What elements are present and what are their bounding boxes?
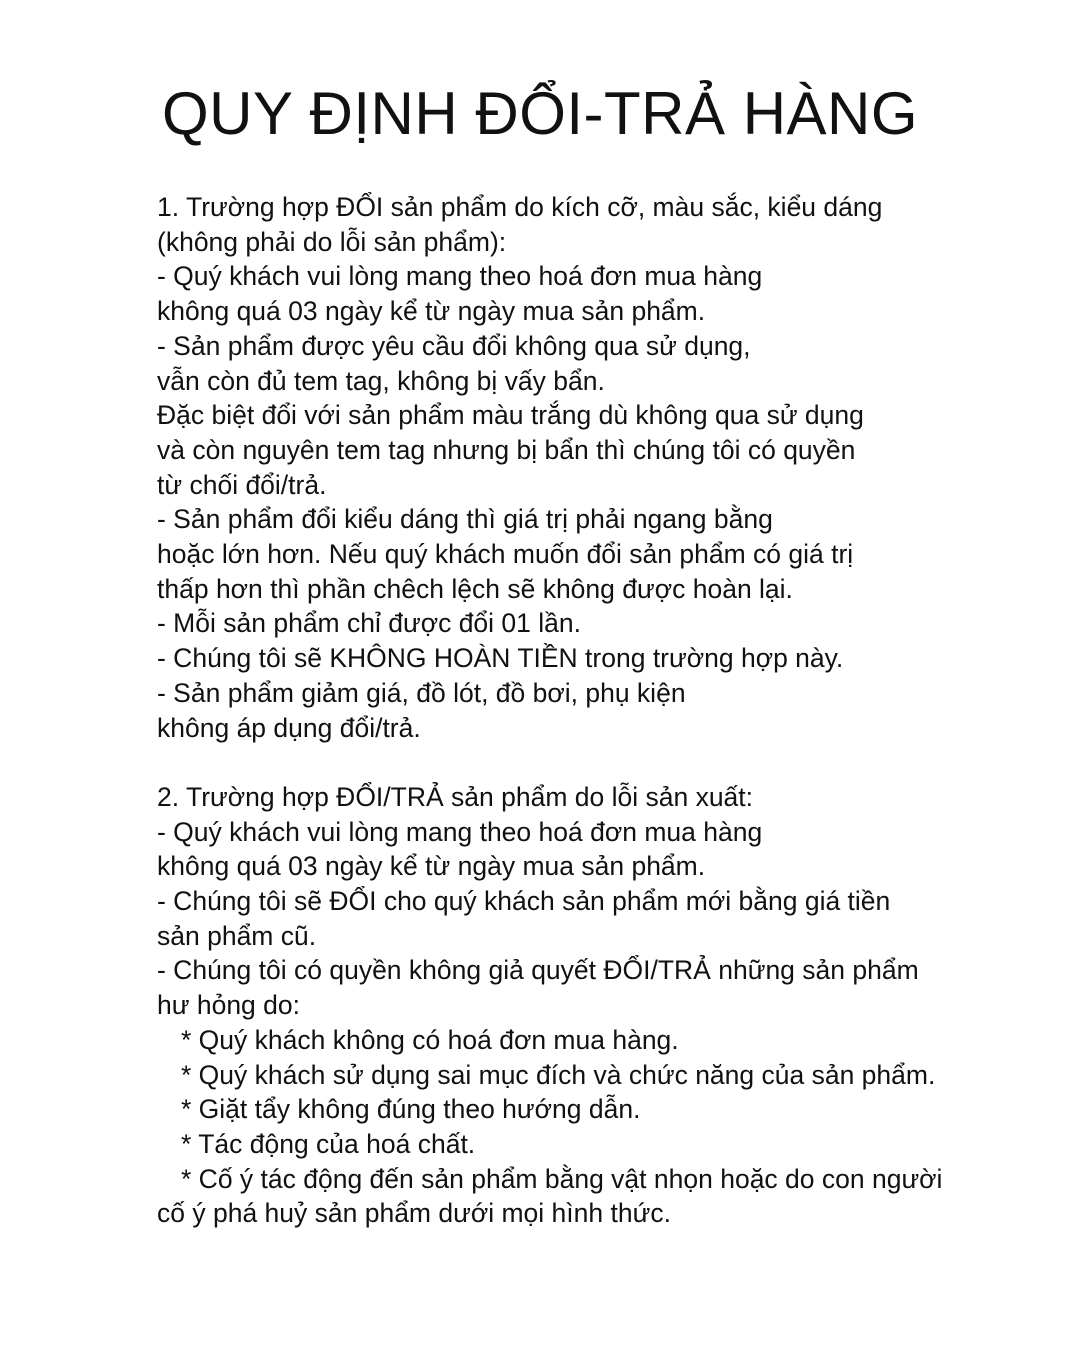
section-2-line: - Chúng tôi sẽ ĐỔI cho quý khách sản phẩm mới bằng giá tiền	[157, 886, 891, 917]
section-2-line: không quá 03 ngày kể từ ngày mua sản phẩm.	[157, 851, 706, 882]
section-1-line: - Chúng tôi sẽ KHÔNG HOÀN TIỀN trong trường hợp này.	[157, 643, 844, 674]
section-1-line: - Mỗi sản phẩm chỉ được đổi 01 lần.	[157, 608, 581, 639]
section-1-line: thấp hơn thì phần chêch lệch sẽ không được hoàn lại.	[157, 573, 793, 604]
section-spacer	[157, 745, 1037, 780]
section-1-line: - Sản phẩm đổi kiểu dáng thì giá trị phải ngang bằng	[157, 504, 773, 535]
section-1-line: - Quý khách vui lòng mang theo hoá đơn mua hàng	[157, 261, 763, 292]
section-1-heading: 1. Trường hợp ĐỔI sản phẩm do kích cỡ, màu sắc, kiểu dáng	[157, 192, 883, 222]
section-1-line: không quá 03 ngày kể từ ngày mua sản phẩm.	[157, 296, 706, 327]
section-2-closing-line: cố ý phá huỷ sản phẩm dưới mọi hình thức.	[157, 1198, 671, 1229]
section-1-line: từ chối đổi/trả.	[157, 469, 327, 500]
section-2-line: hư hỏng do:	[157, 990, 300, 1021]
section-1-line: hoặc lớn hơn. Nếu quý khách muốn đổi sản phẩm có giá trị	[157, 539, 854, 570]
section-2-manufacturing-defect-exchange	[157, 780, 1037, 1231]
section-2-bullet: * Quý khách không có hoá đơn mua hàng.	[181, 1024, 679, 1055]
section-1-size-color-style-exchange	[157, 190, 1037, 745]
section-1-line: vẫn còn đủ tem tag, không bị vấy bẩn.	[157, 365, 605, 396]
section-2-line: - Quý khách vui lòng mang theo hoá đơn mua hàng	[157, 816, 763, 847]
section-2-bullet: * Tác động của hoá chất.	[181, 1128, 476, 1159]
policy-content	[157, 190, 1037, 1231]
section-2-bullet: * Cố ý tác động đến sản phẩm bằng vật nhọn hoặc do con người	[181, 1163, 943, 1194]
section-2-line: - Chúng tôi có quyền không giả quyết ĐỔI/TRẢ những sản phẩm	[157, 955, 919, 986]
section-2-heading: 2. Trường hợp ĐỔI/TRẢ sản phẩm do lỗi sản xuất:	[157, 781, 754, 812]
section-1-line: Đặc biệt đổi với sản phẩm màu trắng dù không qua sử dụng	[157, 400, 864, 431]
section-1-line: (không phải do lỗi sản phẩm):	[157, 226, 507, 257]
section-2-line: sản phẩm cũ.	[157, 920, 317, 951]
section-1-line: - Sản phẩm được yêu cầu đổi không qua sử dụng,	[157, 330, 751, 361]
section-1-line: và còn nguyên tem tag nhưng bị bẩn thì chúng tôi có quyền	[157, 434, 856, 465]
section-2-bullet: * Quý khách sử dụng sai mục đích và chức năng của sản phẩm.	[181, 1059, 936, 1090]
section-1-line: không áp dụng đổi/trả.	[157, 712, 421, 743]
page-title: QUY ĐỊNH ĐỔI-TRẢ HÀNG	[161, 80, 919, 147]
section-2-bullet: * Giặt tẩy không đúng theo hướng dẫn.	[181, 1094, 641, 1125]
section-1-line: - Sản phẩm giảm giá, đồ lót, đồ bơi, phụ kiện	[157, 677, 686, 708]
